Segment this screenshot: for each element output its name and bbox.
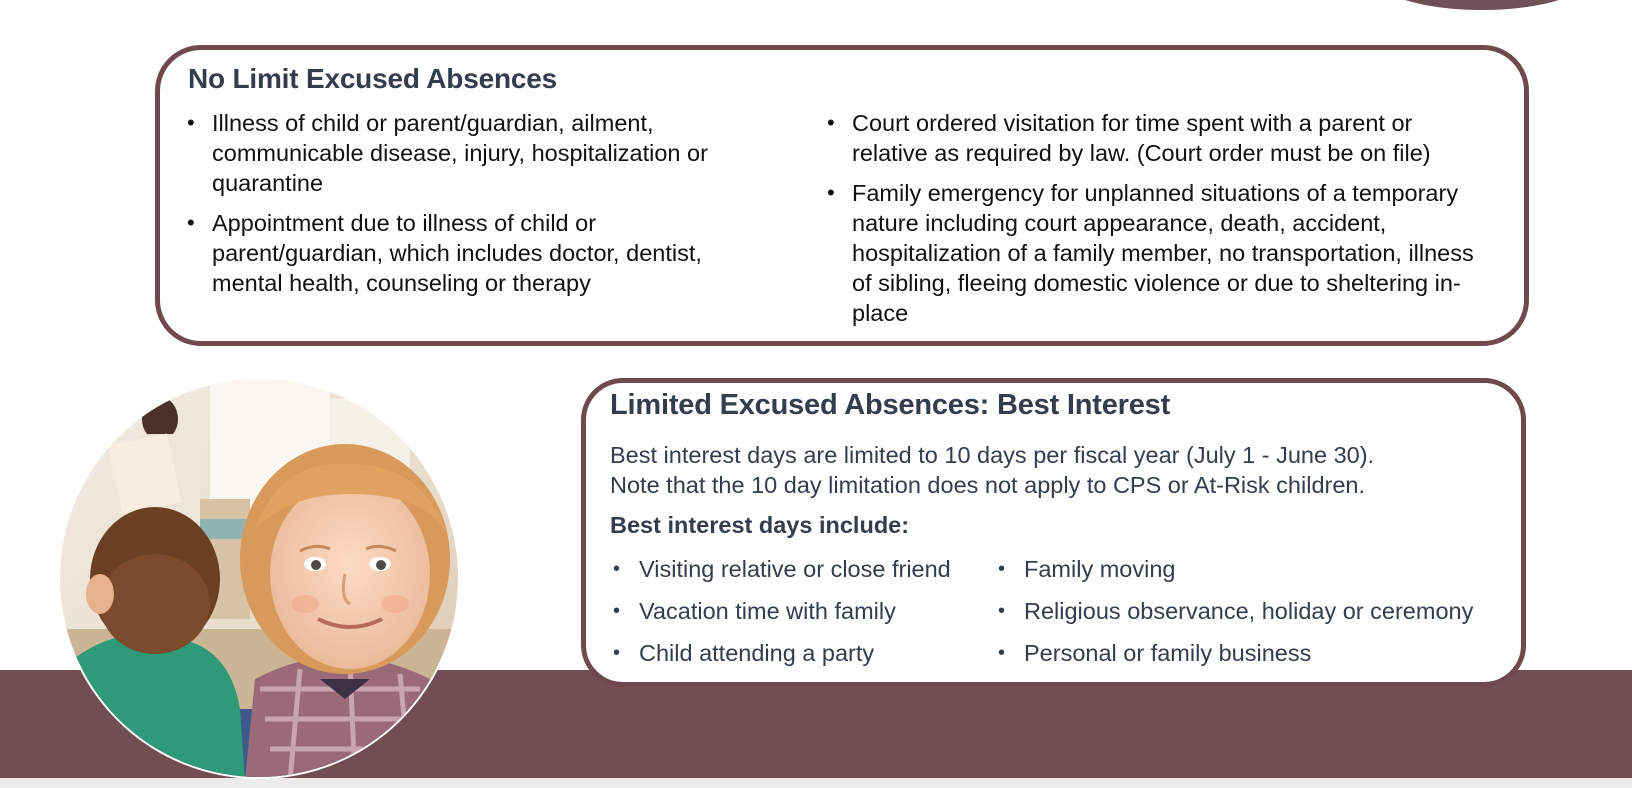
limited-left-list xyxy=(611,554,951,680)
bullet-icon: • xyxy=(187,110,195,135)
bullet-icon: • xyxy=(613,642,621,664)
list-item xyxy=(996,596,1473,638)
no-limit-title: No Limit Excused Absences xyxy=(188,63,557,94)
list-item-text: Appointment due to illness of child or parent/guardian, which includes doctor, dentist, mental health, counseling or therapy xyxy=(212,210,702,296)
list-item xyxy=(824,178,1474,328)
list-item-text: Personal or family business xyxy=(1024,640,1312,666)
footer-strip xyxy=(0,778,1632,788)
no-limit-left-list xyxy=(184,108,754,308)
decorative-top-oval xyxy=(1372,0,1592,10)
bullet-icon: • xyxy=(187,210,195,235)
list-item-text: Vacation time with family xyxy=(639,598,896,624)
limited-title-strong: Limited Excused Absences: xyxy=(610,389,990,421)
bullet-icon: • xyxy=(998,600,1006,622)
list-item xyxy=(996,638,1473,680)
list-item xyxy=(824,108,1474,168)
no-limit-right-list xyxy=(824,108,1474,338)
list-item xyxy=(184,108,754,198)
list-item xyxy=(611,638,951,680)
limited-description xyxy=(610,440,1510,500)
list-item xyxy=(996,554,1473,596)
list-item-text: Illness of child or parent/guardian, ailment, communicable disease, injury, hospitalization or quarantine xyxy=(212,110,708,196)
bullet-icon: • xyxy=(613,600,621,622)
limited-subheading: Best interest days include: xyxy=(610,512,910,538)
list-item-text: Family moving xyxy=(1024,556,1176,582)
list-item-text: Child attending a party xyxy=(639,640,875,666)
bullet-icon: • xyxy=(827,180,835,205)
list-item xyxy=(611,596,951,638)
list-item-text: Court ordered visitation for time spent with a parent or relative as required by law. (Court order must be on file) xyxy=(852,110,1431,166)
limited-title-rest: Best Interest xyxy=(996,389,1171,421)
limited-title xyxy=(610,389,1170,422)
list-item xyxy=(184,208,754,298)
bullet-icon: • xyxy=(998,642,1006,664)
limited-description-line1: Best interest days are limited to 10 days per fiscal year (July 1 - June 30). xyxy=(610,442,1375,468)
list-item-text: Visiting relative or close friend xyxy=(639,556,951,582)
bullet-icon: • xyxy=(998,558,1006,580)
list-item-text: Religious observance, holiday or ceremony xyxy=(1024,598,1474,624)
limited-right-list xyxy=(996,554,1473,680)
list-item-text: Family emergency for unplanned situations of a temporary nature including court appearance, death, accident, hospitalization of a family member, no transportation, illness of sibling, fleeing domestic violence or due to sheltering in-place xyxy=(852,180,1474,326)
child-photo-illustration xyxy=(60,379,460,779)
limited-description-line2: Note that the 10 day limitation does not apply to CPS or At-Risk children. xyxy=(610,472,1366,498)
list-item xyxy=(611,554,951,596)
bullet-icon: • xyxy=(613,558,621,580)
child-photo xyxy=(58,377,460,779)
bullet-icon: • xyxy=(827,110,835,135)
